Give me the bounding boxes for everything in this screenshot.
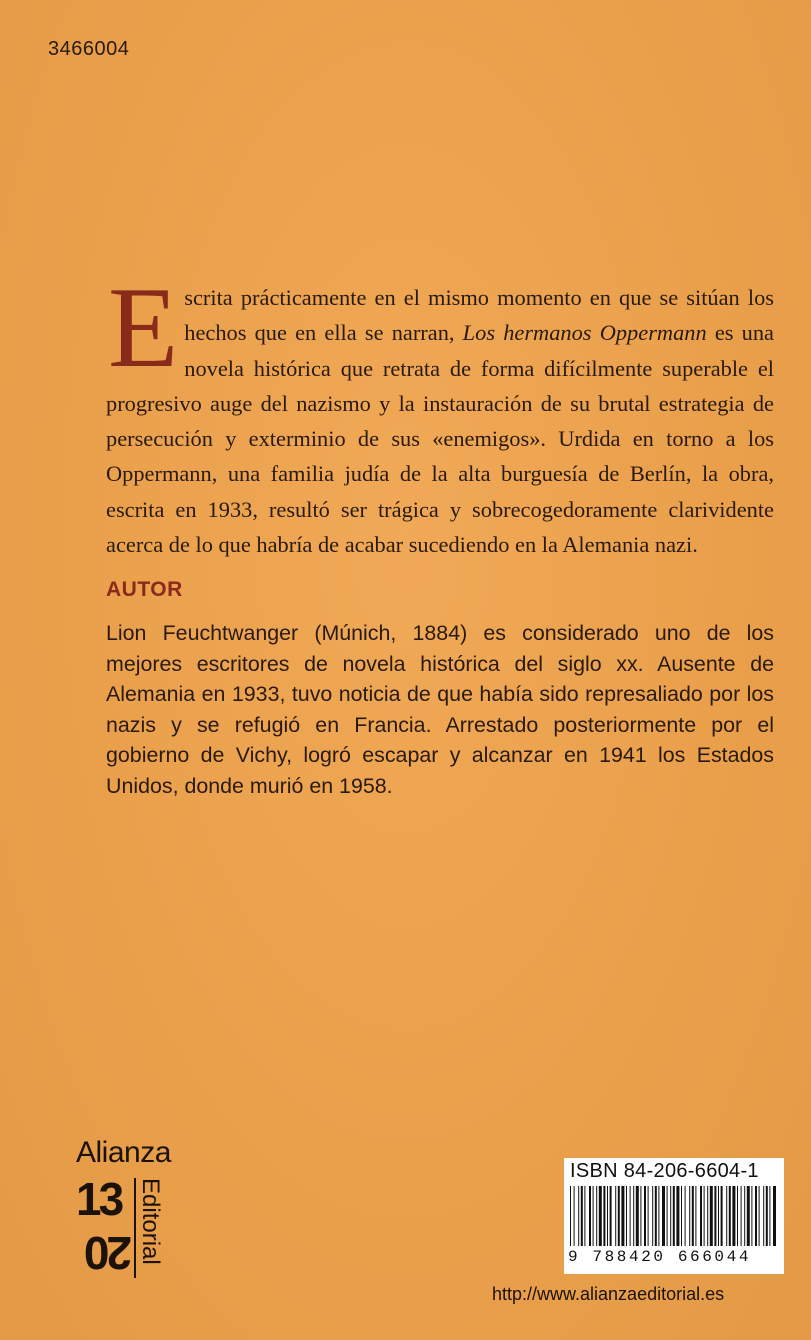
book-title-italic: Los hermanos Oppermann (462, 320, 707, 346)
synopsis (106, 264, 774, 562)
logo-editorial-word: Editorial (137, 1178, 164, 1265)
synopsis-text-2: es una novela histórica que retrata de forma difícilmente superable el progresivo auge del nazismo y la instauración de su brutal estrategia de persecución y exterminio de sus «enemigos». Urdida en torno a los Oppermann, una familia judía de la alta burguesía de Berlín, la obra, escrita en 1933, resultó ser trágica y sobrecogedoramente clarividente acerca de lo que habría de acabar sucediendo en la Alemania nazi. (106, 320, 774, 558)
logo-number-top: 13 (76, 1173, 122, 1225)
website-url: http://www.alianzaeditorial.es (492, 1284, 725, 1304)
author-heading: AUTOR (106, 578, 183, 601)
synopsis-text-1: scrita prácticamente en el mismo momento en que se sitúan los hechos que en ella se narran, (184, 285, 774, 346)
barcode-bars (568, 1186, 780, 1248)
catalog-code: 3466004 (48, 38, 130, 60)
drop-cap: E (108, 264, 179, 391)
publisher-name: Alianza (76, 1136, 171, 1169)
author-bio (106, 618, 774, 801)
synopsis-paragraph (106, 264, 774, 562)
logo-number-bottom: 20 (86, 1227, 132, 1279)
ean-digits: 9 788420 666044 (568, 1248, 752, 1266)
barcode-panel (564, 1158, 784, 1274)
author-bio-text: Lion Feuchtwanger (Múnich, 1884) es considerado uno de los mejores escritores de novela histórica del siglo xx. Ausente de Alemania en 1933, tuvo noticia de que había sido represaliado por los nazis y se refugió en Francia. Arrestado posteriormente por el gobierno de Vichy, logró escapar y alcanzar en 1941 los Estados Unidos, donde murió en 1958. (106, 621, 774, 798)
isbn-label: ISBN 84-206-6604-1 (570, 1160, 759, 1182)
publisher-logo (76, 1136, 196, 1286)
